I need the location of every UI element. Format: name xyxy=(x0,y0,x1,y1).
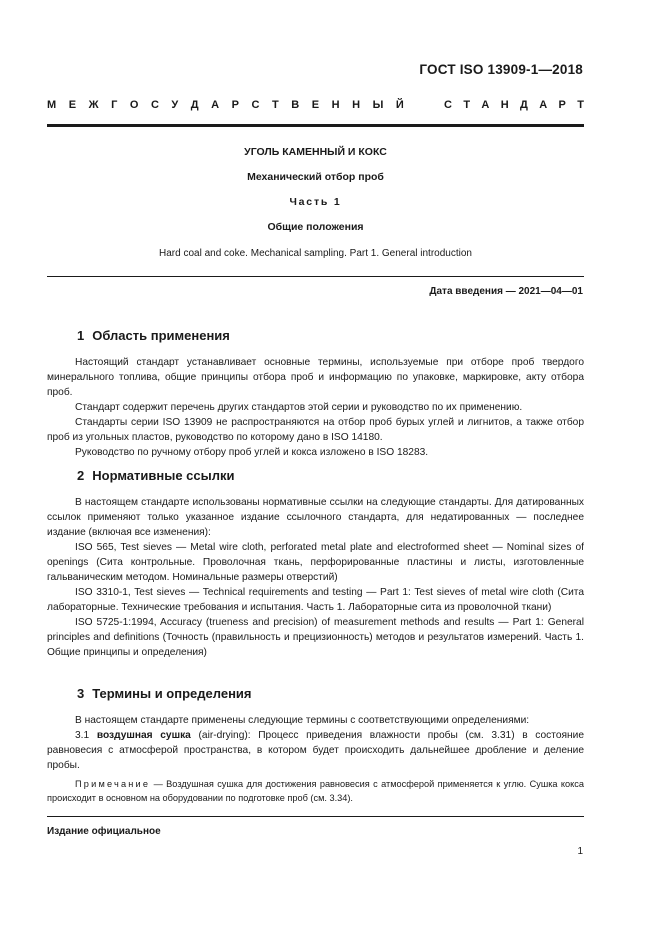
banner-letter: Г xyxy=(111,99,118,111)
interstate-word-1 xyxy=(47,99,404,111)
paragraph: В настоящем стандарте использованы нормативные ссылки на следующие стандарты. Для датированных ссылок применяют только указанное издание ссылочного стандарта, для недатированных — последнее издание (включая все изменения): xyxy=(47,497,584,538)
term-name: воздушная сушка xyxy=(96,730,191,741)
paragraph: Стандарт содержит перечень других стандартов этой серии и руководство по их применению. xyxy=(75,402,523,413)
section-number: 1 xyxy=(77,328,85,343)
term-text: (air-drying): Процесс приведения влажности пробы (см. 3.31) в состояние равновесия с атмосферой пространства, в котором будет происходить дальнейшее дробление и деление пробы. xyxy=(47,730,584,771)
english-title: Hard coal and coke. Mechanical sampling. Part 1. General introduction xyxy=(159,248,472,259)
paragraph: Настоящий стандарт устанавливает основные термины, используемые при отборе проб твердого минерального топлива, общие принципы отбора проб и информацию по упаковке, маркировке, акту отбора проб. xyxy=(47,357,584,398)
banner-letter: С xyxy=(251,99,260,111)
banner-letter: Е xyxy=(311,99,320,111)
banner-letter: Н xyxy=(500,99,509,111)
banner-letter: А xyxy=(481,99,490,111)
banner-letter: Т xyxy=(577,99,584,111)
banner-letter: А xyxy=(539,99,548,111)
official-edition-label: Издание официальное xyxy=(47,826,161,837)
introduction-date: Дата введения — 2021—04—01 xyxy=(429,286,583,297)
document-title: УГОЛЬ КАМЕННЫЙ И КОКС xyxy=(244,146,387,158)
banner-letter: Е xyxy=(68,99,77,111)
section-heading xyxy=(77,468,584,483)
section-title: Нормативные ссылки xyxy=(92,468,235,483)
document-subtitle: Механический отбор проб xyxy=(247,171,384,183)
interstate-standard-banner xyxy=(47,99,584,111)
document-part-title: Общие положения xyxy=(267,221,364,233)
section-heading xyxy=(77,328,584,343)
footer-divider xyxy=(47,816,584,817)
section-terms-definitions xyxy=(47,686,584,805)
header-divider xyxy=(47,124,584,127)
reference-item: ISO 3310-1, Test sieves — Technical requirements and testing — Part 1: Test sieves of metal wire cloth (Сита лабораторные. Технические требования и испытания. Часть 1. Лабораторные сита из проволочной ткани) xyxy=(47,587,584,613)
note-label: Примечание xyxy=(75,779,151,789)
banner-letter: Т xyxy=(272,99,279,111)
term-number: 3.1 xyxy=(75,730,90,741)
banner-letter: Р xyxy=(558,99,566,111)
banner-letter: Д xyxy=(520,99,528,111)
banner-letter: С xyxy=(150,99,159,111)
section-title: Область применения xyxy=(92,328,230,343)
section-title: Термины и определения xyxy=(92,686,252,701)
banner-letter: Р xyxy=(231,99,239,111)
page-number: 1 xyxy=(577,846,583,857)
banner-letter: О xyxy=(129,99,139,111)
section-normative-references xyxy=(47,468,584,660)
reference-item: ISO 5725-1:1994, Accuracy (trueness and precision) of measurement methods and results — Part 1: General principles and definitions (Точность (правильность и прецизионность) методов и результатов измерений. Часть 1. Общие принципы и определения) xyxy=(47,617,584,658)
banner-letter: Н xyxy=(331,99,340,111)
banner-letter: У xyxy=(171,99,179,111)
banner-letter: М xyxy=(47,99,57,111)
paragraph: Стандарты серии ISO 13909 не распространяются на отбор проб бурых углей и лигнитов, а также отбор проб из угольных пластов, руководство по которому дано в ISO 14180. xyxy=(47,417,584,443)
reference-item: ISO 565, Test sieves — Metal wire cloth, perforated metal plate and electroformed sheet — Nominal sizes of openings (Сита контрольные. Проволочная ткань, перфорированные пластины и листы, изготовленные гальваническим методом. Номинальные размеры отверстий) xyxy=(47,542,584,583)
section-number: 2 xyxy=(77,468,85,483)
paragraph: В настоящем стандарте применены следующие термины с соответствующими определениями: xyxy=(75,715,530,726)
banner-letter: Т xyxy=(463,99,471,111)
document-part: Часть 1 xyxy=(289,196,342,208)
banner-letter: Д xyxy=(190,99,199,111)
banner-letter: Ы xyxy=(372,99,384,111)
banner-letter: С xyxy=(444,99,452,111)
term-definition xyxy=(47,728,584,773)
banner-letter: А xyxy=(211,99,220,111)
interstate-word-2 xyxy=(444,99,584,111)
banner-letter: Н xyxy=(352,99,361,111)
banner-letter: Й xyxy=(395,99,404,111)
note-text: — Воздушная сушка для достижения равновесия с атмосферой применяется к углю. Сушка кокса происходит в основном на оборудовании по подготовке проб (см. 3.34). xyxy=(47,779,584,803)
banner-letter: Ж xyxy=(88,99,99,111)
title-divider xyxy=(47,276,584,277)
section-scope xyxy=(47,328,584,460)
section-number: 3 xyxy=(77,686,85,701)
section-heading xyxy=(77,686,584,701)
banner-letter: В xyxy=(291,99,300,111)
note xyxy=(47,777,584,805)
paragraph: Руководство по ручному отбору проб углей и кокса изложено в ISO 18283. xyxy=(75,447,429,458)
document-code: ГОСТ ISO 13909-1—2018 xyxy=(419,62,583,77)
